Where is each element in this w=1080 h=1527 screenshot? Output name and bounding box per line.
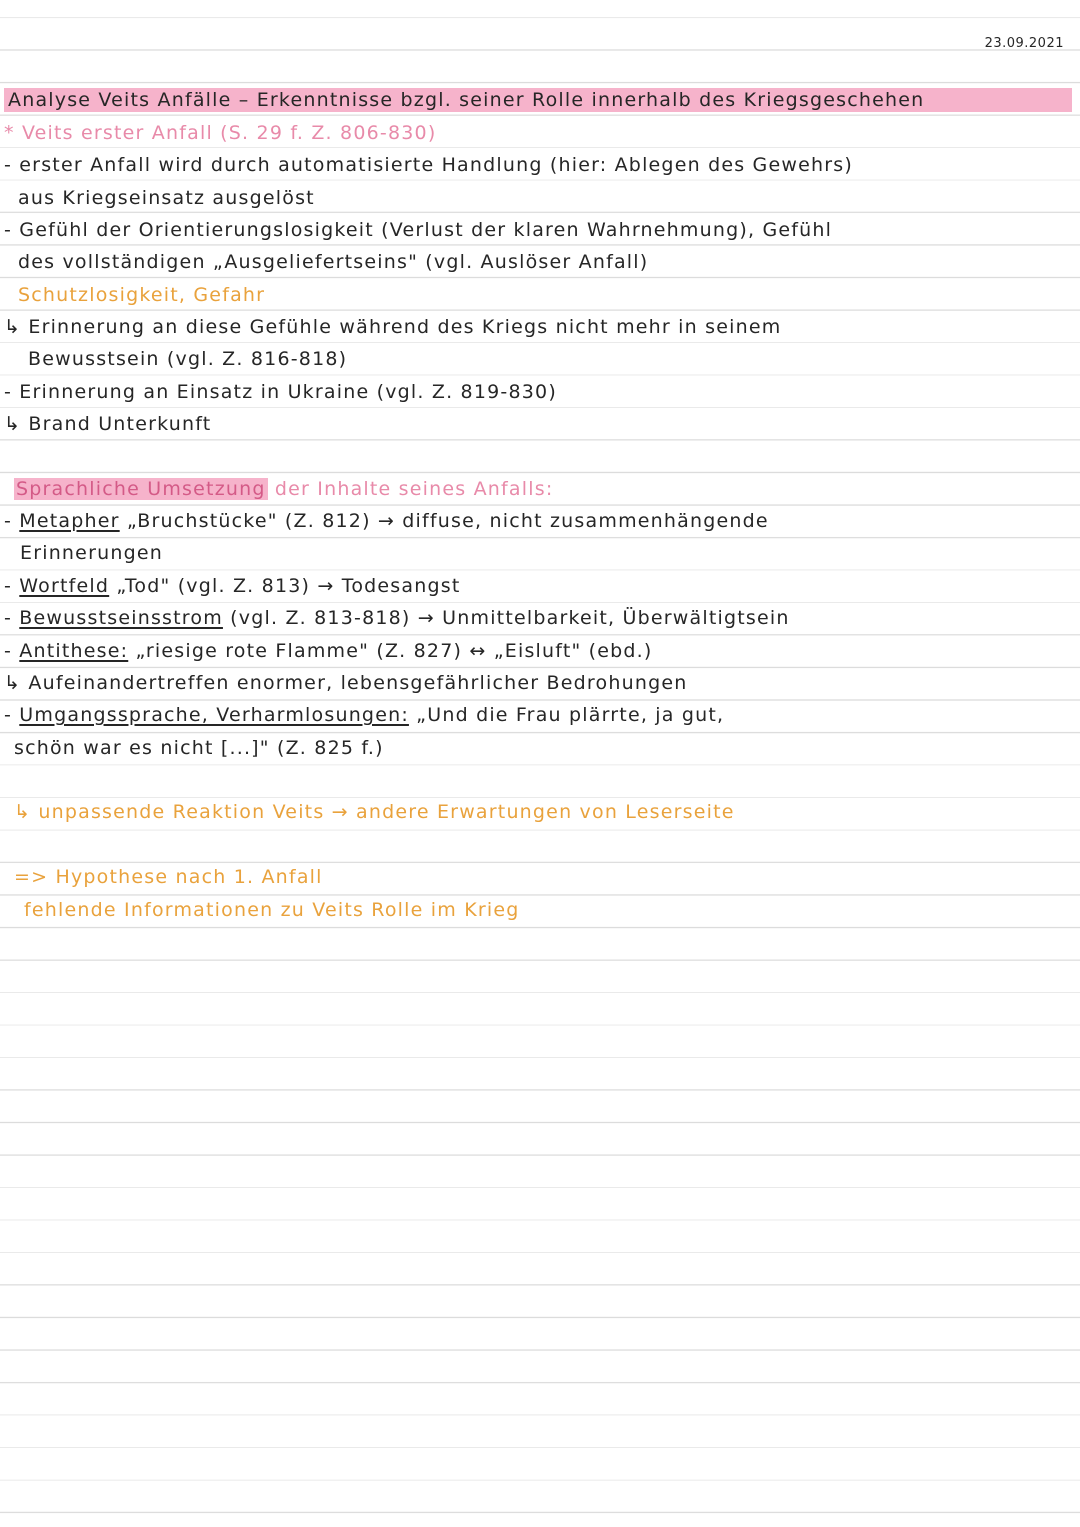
s1-line-7: Bewusstsein (vgl. Z. 816-818): [28, 348, 348, 370]
section2-heading: [14, 477, 553, 501]
s2-line-3: [4, 574, 461, 598]
bullet: ↳: [4, 672, 29, 694]
bullet: -: [4, 510, 20, 532]
s2-line-8: [14, 736, 384, 760]
s1-line-6: ↳ Erinnerung an diese Gefühle während des Kriegs nicht mehr in seinem: [4, 316, 782, 338]
term: Antithese:: [19, 640, 129, 662]
s1-line-4: des vollständigen „Ausgeliefertseins" (vgl. Auslöser Anfall): [18, 251, 649, 273]
conclusion-line: ↳ unpassende Reaktion Veits → andere Erwartungen von Leserseite: [14, 801, 735, 823]
bullet: -: [4, 575, 20, 597]
term: Umgangssprache, Verharmlosungen:: [19, 704, 409, 726]
section2-heading-highlight: Sprachliche Umsetzung: [16, 478, 266, 500]
s2-line-5: [4, 639, 653, 663]
bullet: -: [4, 640, 20, 662]
section1-heading: * Veits erster Anfall (S. 29 f. Z. 806-830): [4, 122, 437, 144]
bullet: -: [4, 607, 20, 629]
text: „Tod" (vgl. Z. 813) → Todesangst: [109, 575, 461, 597]
text: Erinnerungen: [20, 542, 163, 564]
term: Bewusstseinsstrom: [19, 607, 223, 629]
s1-line-8: - Erinnerung an Einsatz in Ukraine (vgl. Z. 819-830): [4, 381, 557, 403]
title-line: [4, 88, 1076, 112]
s2-line-6: [4, 671, 687, 695]
term: Metapher: [19, 510, 120, 532]
date: 23.09.2021: [984, 36, 1064, 51]
s2-line-1: [4, 509, 769, 533]
title: Analyse Veits Anfälle – Erkenntnisse bzgl. seiner Rolle innerhalb des Kriegsgeschehen: [4, 88, 1072, 112]
text: „Und die Frau plärrte, ja gut,: [408, 704, 725, 726]
text: Aufeinandertreffen enormer, lebensgefährlicher Bedrohungen: [28, 672, 688, 694]
missing-info-line: fehlende Informationen zu Veits Rolle im Krieg: [24, 899, 520, 921]
s1-line-9: ↳ Brand Unterkunft: [4, 413, 212, 435]
s1-line-1: - erster Anfall wird durch automatisierte Handlung (hier: Ablegen des Gewehrs): [4, 154, 853, 176]
s1-line-2: aus Kriegseinsatz ausgelöst: [18, 187, 315, 209]
s2-line-4: [4, 606, 790, 630]
text: „riesige rote Flamme" (Z. 827) ↔ „Eisluft" (ebd.): [128, 640, 653, 662]
hypothesis-line: => Hypothese nach 1. Anfall: [14, 866, 323, 888]
s2-line-2: [20, 541, 163, 565]
s1-line-5: Schutzlosigkeit, Gefahr: [18, 284, 266, 306]
text: (vgl. Z. 813-818) → Unmittelbarkeit, Überwältigtsein: [222, 607, 790, 629]
text: schön war es nicht [...]" (Z. 825 f.): [14, 737, 384, 759]
s2-line-7: [4, 703, 724, 727]
s1-line-3: - Gefühl der Orientierungslosigkeit (Verlust der klaren Wahrnehmung), Gefühl: [4, 219, 833, 241]
term: Wortfeld: [19, 575, 110, 597]
text: „Bruchstücke" (Z. 812) → diffuse, nicht zusammenhängende: [119, 510, 769, 532]
section2-heading-rest: der Inhalte seines Anfalls:: [274, 478, 554, 500]
bullet: -: [4, 704, 20, 726]
